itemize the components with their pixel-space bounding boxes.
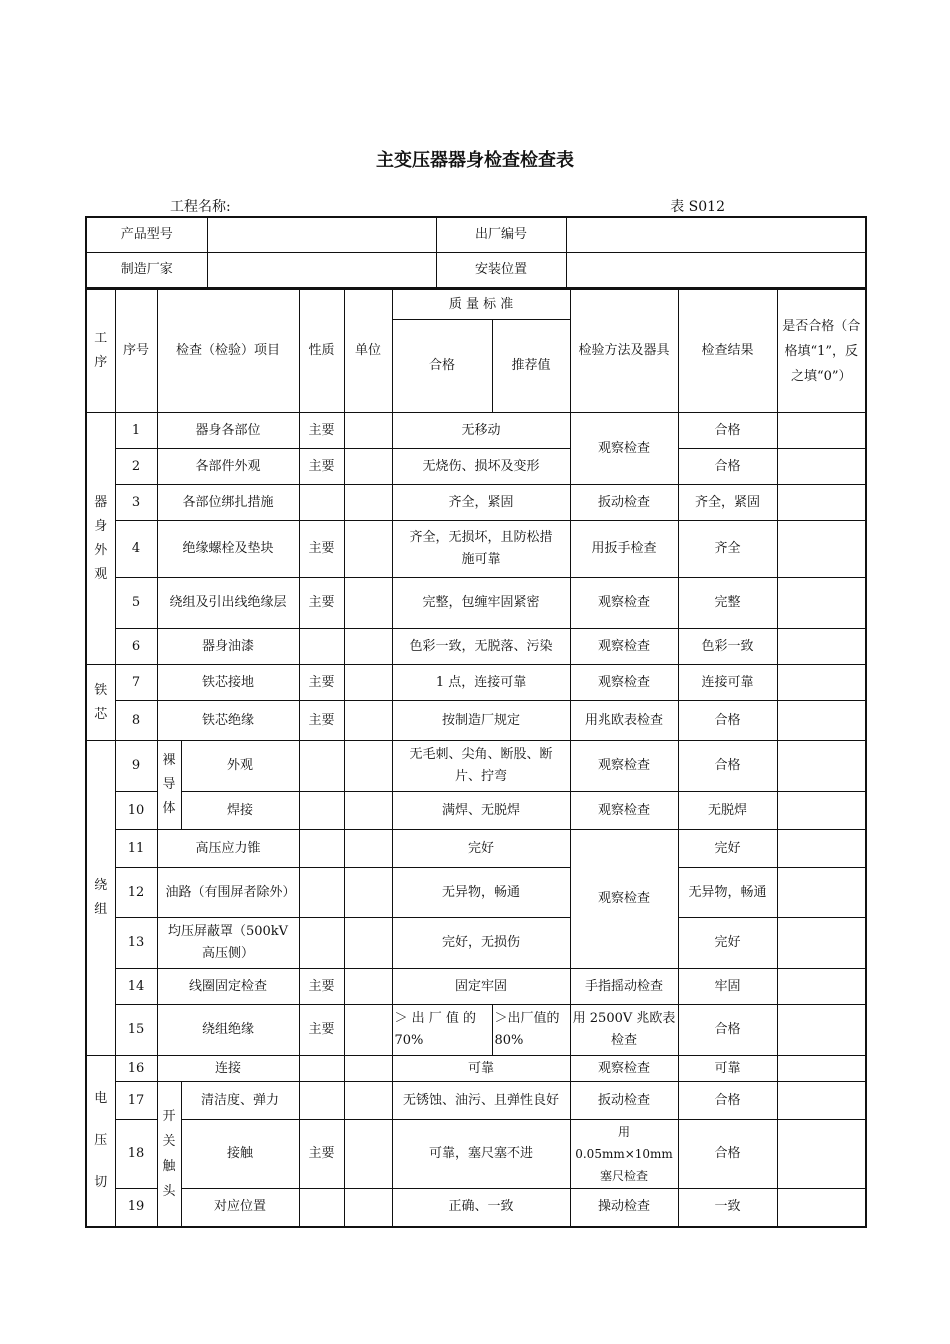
- row-no: 5: [115, 578, 157, 629]
- row-nature: [299, 629, 344, 665]
- row-standard: 无烧伤、损坏及变形: [392, 449, 570, 485]
- row-method: 扳动检查: [570, 485, 678, 521]
- row-pass[interactable]: [777, 1056, 866, 1082]
- row-item: 连接: [157, 1056, 299, 1082]
- row-standard: 按制造厂规定: [392, 701, 570, 741]
- serial-no-label: 出厂编号: [436, 217, 566, 253]
- row-result: 牢固: [678, 969, 777, 1005]
- row-unit[interactable]: [344, 1120, 392, 1189]
- row-pass[interactable]: [777, 792, 866, 830]
- row-unit[interactable]: [344, 1005, 392, 1056]
- row-no: 11: [115, 830, 157, 868]
- row-unit[interactable]: [344, 969, 392, 1005]
- row-item: 对应位置: [181, 1189, 299, 1227]
- row-pass[interactable]: [777, 1120, 866, 1189]
- row-pass[interactable]: [777, 701, 866, 741]
- row-item: 铁芯绝缘: [157, 701, 299, 741]
- row-no: 12: [115, 868, 157, 918]
- row-nature: [299, 830, 344, 868]
- info-table: [85, 216, 867, 289]
- row-nature: [299, 918, 344, 969]
- row-no: 3: [115, 485, 157, 521]
- row-pass[interactable]: [777, 741, 866, 792]
- row-unit[interactable]: [344, 701, 392, 741]
- header-pass: 是否合格（合格填“1”，反之填“0”）: [777, 290, 866, 413]
- row-nature: 主要: [299, 1005, 344, 1056]
- row-result: 齐全，紧固: [678, 485, 777, 521]
- row-item: 线圈固定检查: [157, 969, 299, 1005]
- row-standard: 无异物，畅通: [392, 868, 570, 918]
- header-unit: 单位: [344, 290, 392, 413]
- row-item: 器身油漆: [157, 629, 299, 665]
- section-tap-changer: 电压切: [86, 1056, 115, 1227]
- row-standard: 固定牢固: [392, 969, 570, 1005]
- row-no: 18: [115, 1120, 157, 1189]
- row-method: 用 0.05mm×10mm塞尺检查: [570, 1120, 678, 1189]
- row-nature: [299, 1056, 344, 1082]
- row-standard: 正确、一致: [392, 1189, 570, 1227]
- row-standard: 可靠，塞尺塞不进: [392, 1120, 570, 1189]
- row-method: 操动检查: [570, 1189, 678, 1227]
- row-standard: 完整，包缠牢固紧密: [392, 578, 570, 629]
- row-pass[interactable]: [777, 578, 866, 629]
- row-nature: [299, 741, 344, 792]
- header-item: 检查（检验）项目: [157, 290, 299, 413]
- header-qualified: 合格: [392, 320, 492, 413]
- row-item: 绕组绝缘: [157, 1005, 299, 1056]
- row-no: 1: [115, 413, 157, 449]
- row-item: 清洁度、弹力: [181, 1082, 299, 1120]
- row-item: 均压屏蔽罩（500kV 高压侧）: [157, 918, 299, 969]
- subtitle-line: [170, 196, 725, 218]
- form-number: 表 S012: [670, 199, 725, 215]
- row-unit[interactable]: [344, 1056, 392, 1082]
- row-no: 10: [115, 792, 157, 830]
- header-nature: 性质: [299, 290, 344, 413]
- row-method: 观察检查: [570, 830, 678, 969]
- row-no: 4: [115, 521, 157, 578]
- row-standard: 无移动: [392, 413, 570, 449]
- header-recommended: 推荐值: [492, 320, 570, 413]
- row-unit[interactable]: [344, 413, 392, 449]
- row-no: 14: [115, 969, 157, 1005]
- row-nature: 主要: [299, 578, 344, 629]
- row-unit[interactable]: [344, 868, 392, 918]
- row-nature: 主要: [299, 521, 344, 578]
- row-pass[interactable]: [777, 868, 866, 918]
- bare-conductor-label: 裸导体: [157, 741, 181, 830]
- row-no: 17: [115, 1082, 157, 1120]
- row-pass[interactable]: [777, 485, 866, 521]
- row-item: 各部件外观: [157, 449, 299, 485]
- product-model-label: 产品型号: [86, 217, 207, 253]
- row-standard: 完好: [392, 830, 570, 868]
- row-pass[interactable]: [777, 521, 866, 578]
- row-item: 绝缘螺栓及垫块: [157, 521, 299, 578]
- row-unit[interactable]: [344, 485, 392, 521]
- row-nature: 主要: [299, 413, 344, 449]
- row-result: 合格: [678, 449, 777, 485]
- row-method: 观察检查: [570, 629, 678, 665]
- row-method: 观察检查: [570, 1056, 678, 1082]
- row-nature: 主要: [299, 969, 344, 1005]
- row-method: 观察检查: [570, 578, 678, 629]
- row-method: 用扳手检查: [570, 521, 678, 578]
- row-unit[interactable]: [344, 792, 392, 830]
- section-iron-core: 铁芯: [86, 665, 115, 741]
- row-pass[interactable]: [777, 629, 866, 665]
- switch-contact-label: 开关触头: [157, 1082, 181, 1227]
- row-result: 完好: [678, 830, 777, 868]
- row-pass[interactable]: [777, 918, 866, 969]
- header-process: 工序: [86, 290, 115, 413]
- header-method: 检验方法及器具: [570, 290, 678, 413]
- row-pass[interactable]: [777, 1189, 866, 1227]
- row-no: 8: [115, 701, 157, 741]
- section-winding: 绕组: [86, 741, 115, 1056]
- row-pass[interactable]: [777, 1005, 866, 1056]
- row-no: 9: [115, 741, 157, 792]
- row-unit[interactable]: [344, 449, 392, 485]
- row-nature: [299, 792, 344, 830]
- row-method: 用兆欧表检查: [570, 701, 678, 741]
- row-pass[interactable]: [777, 413, 866, 449]
- row-item: 油路（有围屏者除外）: [157, 868, 299, 918]
- row-method: 观察检查: [570, 413, 678, 485]
- section-body-appearance: 器身外观: [86, 413, 115, 665]
- row-pass[interactable]: [777, 1082, 866, 1120]
- row-standard-recommended: ＞出厂值的80%: [492, 1005, 570, 1056]
- row-result: 合格: [678, 1005, 777, 1056]
- row-result: 无脱焊: [678, 792, 777, 830]
- row-no: 7: [115, 665, 157, 701]
- row-nature: [299, 868, 344, 918]
- row-standard: 可靠: [392, 1056, 570, 1082]
- row-method: 观察检查: [570, 741, 678, 792]
- row-standard: 满焊、无脱焊: [392, 792, 570, 830]
- row-item: 各部位绑扎措施: [157, 485, 299, 521]
- row-unit[interactable]: [344, 578, 392, 629]
- row-method: 扳动检查: [570, 1082, 678, 1120]
- row-standard: 1 点，连接可靠: [392, 665, 570, 701]
- row-method: 观察检查: [570, 665, 678, 701]
- row-nature: 主要: [299, 701, 344, 741]
- row-standard: 色彩一致，无脱落、污染: [392, 629, 570, 665]
- row-unit[interactable]: [344, 918, 392, 969]
- row-result: 合格: [678, 413, 777, 449]
- row-result: 合格: [678, 701, 777, 741]
- row-result: 色彩一致: [678, 629, 777, 665]
- row-result: 一致: [678, 1189, 777, 1227]
- row-item: 铁芯接地: [157, 665, 299, 701]
- row-nature: 主要: [299, 449, 344, 485]
- header-seq: 序号: [115, 290, 157, 413]
- row-unit[interactable]: [344, 521, 392, 578]
- row-no: 6: [115, 629, 157, 665]
- row-method: 手指摇动检查: [570, 969, 678, 1005]
- row-no: 16: [115, 1056, 157, 1082]
- row-standard: 完好，无损伤: [392, 918, 570, 969]
- install-pos-label: 安装位置: [436, 253, 566, 289]
- row-nature: [299, 1082, 344, 1120]
- row-item: 外观: [181, 741, 299, 792]
- row-nature: 主要: [299, 1120, 344, 1189]
- row-unit[interactable]: [344, 629, 392, 665]
- row-standard-qualified: ＞ 出 厂 值 的70%: [392, 1005, 492, 1056]
- serial-no-value[interactable]: [566, 217, 866, 253]
- row-pass[interactable]: [777, 665, 866, 701]
- row-result: 齐全: [678, 521, 777, 578]
- row-item: 绕组及引出线绝缘层: [157, 578, 299, 629]
- row-unit[interactable]: [344, 830, 392, 868]
- header-result: 检查结果: [678, 290, 777, 413]
- row-result: 无异物，畅通: [678, 868, 777, 918]
- row-result: 合格: [678, 1120, 777, 1189]
- manufacturer-value[interactable]: [207, 253, 436, 289]
- row-standard: 齐全，无损坏，且防松措施可靠: [392, 521, 570, 578]
- row-standard: 齐全，紧固: [392, 485, 570, 521]
- row-result: 合格: [678, 1082, 777, 1120]
- project-name-label: 工程名称:: [170, 199, 231, 215]
- row-pass[interactable]: [777, 830, 866, 868]
- row-no: 2: [115, 449, 157, 485]
- row-method: 观察检查: [570, 792, 678, 830]
- row-result: 完整: [678, 578, 777, 629]
- row-unit[interactable]: [344, 1082, 392, 1120]
- row-result: 连接可靠: [678, 665, 777, 701]
- row-unit[interactable]: [344, 665, 392, 701]
- row-pass[interactable]: [777, 969, 866, 1005]
- row-no: 15: [115, 1005, 157, 1056]
- row-unit[interactable]: [344, 1189, 392, 1227]
- inspection-sheet: [85, 216, 865, 1228]
- row-standard: 无毛刺、尖角、断股、断片、拧弯: [392, 741, 570, 792]
- product-model-value[interactable]: [207, 217, 436, 253]
- row-nature: [299, 485, 344, 521]
- row-item: 高压应力锥: [157, 830, 299, 868]
- header-quality: 质 量 标 准: [392, 290, 570, 320]
- page-title: 主变压器器身检查检查表: [376, 150, 574, 171]
- row-pass[interactable]: [777, 449, 866, 485]
- manufacturer-label: 制造厂家: [86, 253, 207, 289]
- row-nature: [299, 1189, 344, 1227]
- row-result: 完好: [678, 918, 777, 969]
- row-item: 接触: [181, 1120, 299, 1189]
- row-unit[interactable]: [344, 741, 392, 792]
- install-pos-value[interactable]: [566, 253, 866, 289]
- row-no: 13: [115, 918, 157, 969]
- row-item: 器身各部位: [157, 413, 299, 449]
- row-no: 19: [115, 1189, 157, 1227]
- row-standard: 无锈蚀、油污、且弹性良好: [392, 1082, 570, 1120]
- row-item: 焊接: [181, 792, 299, 830]
- row-result: 可靠: [678, 1056, 777, 1082]
- row-method: 用 2500V 兆欧表检查: [570, 1005, 678, 1056]
- main-table: [85, 289, 867, 1228]
- row-result: 合格: [678, 741, 777, 792]
- row-nature: 主要: [299, 665, 344, 701]
